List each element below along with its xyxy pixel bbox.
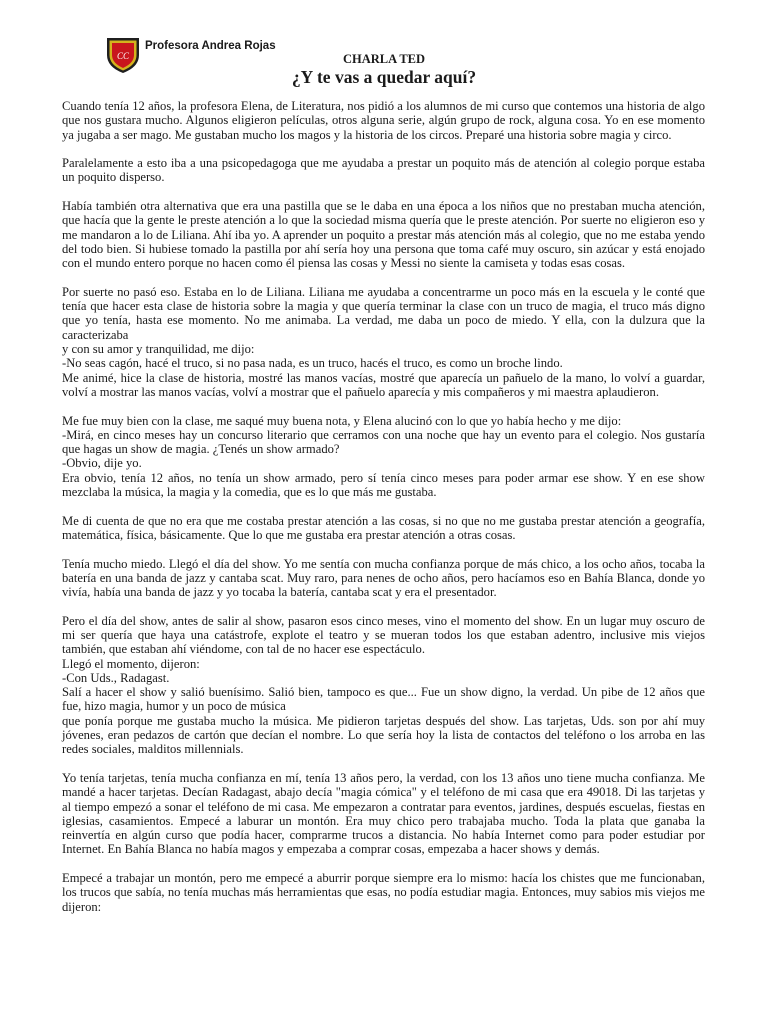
- logo-initials: CC: [116, 51, 130, 61]
- paragraph-line: Empecé a trabajar un montón, pero me empecé a aburrir porque siempre era lo mismo: hacía los chistes que me funcionaban, los trucos que sabía, no tenía muchas más herramientas que esas, no podía estudiar magia. Entonces, muy sabios mis viejos me dijeron:: [62, 871, 705, 914]
- document-title: ¿Y te vas a quedar aquí?: [291, 67, 477, 87]
- body-paragraph: [62, 557, 705, 600]
- body-paragraph: [62, 414, 705, 500]
- paragraph-line: que ponía porque me gustaba mucho la música. Me pidieron tarjetas después del show. Las tarjetas, Uds. son por ahí muy jóvenes, eran pedazos de cartón que decían el nombre. Lo que sería hoy la lista de contactos del teléfono o los arroba en las redes sociales, malditos millennials.: [62, 713, 705, 757]
- paragraph-line: Yo tenía tarjetas, tenía mucha confianza en mí, tenía 13 años pero, la verdad, con los 13 años uno tiene mucha confianza. Me mandé a hacer tarjetas. Decían Radagast, abajo decía "magia cómica" y el teléfono de mi casa que era 49018. Di las tarjetas y al tiempo empezó a sonar el teléfono de mi casa. Me empezaron a contratar para eventos, jardines, después escuelas, fiestas en iglesias, casamientos. Empecé a laburar un montón. Era muy chico pero trabajaba mucho. Toda la plata que ganaba la reinvertía en algún curso que podía hacer, comprarme trucos a distancia. No había Internet como para poder estudiar por Internet. En Bahía Blanca no había magos y empezaba a comprar cosas, empezaba a hacer shows y demás.: [62, 770, 705, 857]
- body-paragraph: [62, 285, 705, 399]
- paragraph-line: Me animé, hice la clase de historia, mostré las manos vacías, mostré que aparecía un pañuelo de la mano, lo volví a guardar, volví a mostrar las manos vacías, volví a mostrar que el pañuelo aparecía y mis compañeros y mi maestra aplaudieron.: [62, 370, 705, 399]
- paragraph-line: Salí a hacer el show y salió buenísimo. Salió bien, tampoco es que... Fue un show digno, la verdad. Un pibe de 12 años que fue, hizo magia, humor y un poco de música: [62, 685, 705, 714]
- body-paragraph: [62, 99, 705, 142]
- body-paragraph: [62, 771, 705, 857]
- paragraph-line: Pero el día del show, antes de salir al show, pasaron esos cinco meses, vino el momento del show. En un lugar muy oscuro de mi ser quería que haya una catástrofe, explote el teatro y se mueran todos los que estaban adentro, inclusive mis viejos también, que estaban ahí viéndome, con tal de no hacer ese espectáculo.: [62, 613, 705, 657]
- paragraph-line: Por suerte no pasó eso. Estaba en lo de Liliana. Liliana me ayudaba a concentrarme un poco más en la escuela y le conté que tenía que hacer esta clase de historia sobre la magia y que quería terminar la clase con un truco de magia, el truco más digno que yo tenía, hasta ese momento. No me animaba. La verdad, me daba un poco de miedo. Y ella, con la dulzura que la caracterizaba: [62, 284, 705, 342]
- body-paragraph: [62, 514, 705, 543]
- paragraph-line: Cuando tenía 12 años, la profesora Elena, de Literatura, nos pidió a los alumnos de mi curso que contemos una historia de algo que nos gustara mucho. Algunos eligieron películas, otros alguna serie, algún grupo de rock, alguna cosa. Yo en ese momento ya jugaba a ser mago. Me gustaban mucho los magos y la historia de los circos. Preparé una historia sobre magia y circo.: [62, 99, 705, 142]
- paragraph-line: y con su amor y tranquilidad, me dijo:: [62, 342, 255, 357]
- document-kicker: CHARLA TED: [342, 52, 426, 66]
- paragraph-line: -Mirá, en cinco meses hay un concurso literario que cerramos con una noche que hay un evento para el colegio. Nos gustaría que hagas un show de magia. ¿Tenés un show armado?: [62, 427, 705, 457]
- paragraph-line: Llegó el momento, dijeron:: [62, 656, 200, 671]
- paragraph-line: Me fue muy bien con la clase, me saqué muy buena nota, y Elena alucinó con lo que yo había hecho y me dijo:: [62, 413, 622, 428]
- paragraph-line: Paralelamente a esto iba a una psicopedagoga que me ayudaba a prestar un poquito más de atención al colegio porque estaba un poquito disperso.: [62, 156, 705, 185]
- paragraph-line: -Con Uds., Radagast.: [62, 670, 170, 685]
- paragraph-line: Tenía mucho miedo. Llegó el día del show. Yo me sentía con mucha confianza porque de más chico, a los ocho años, tocaba la batería en una banda de jazz y cantaba scat. Muy raro, para nenes de ocho años, pero hacíamos eso en Bahía Blanca, donde yo vivía, había una banda de jazz y yo tocaba la batería, cantaba scat y era el presentador.: [62, 556, 705, 600]
- body-paragraph: [62, 156, 705, 185]
- body-paragraph: [62, 871, 705, 914]
- paragraph-line: -No seas cagón, hacé el truco, si no pasa nada, es un truco, hacés el truco, es como un broche lindo.: [62, 356, 563, 371]
- author-name: Profesora Andrea Rojas: [145, 40, 276, 52]
- document-body: [62, 99, 705, 928]
- paragraph-line: Me di cuenta de que no era que me costaba prestar atención a las cosas, si no que no me gustaba prestar atención a geografía, matemática, física, básicamente. Que lo que me gustaba era prestar atención a otras cosas.: [62, 513, 705, 542]
- body-paragraph: [62, 199, 705, 270]
- paragraph-line: Había también otra alternativa que era una pastilla que se le daba en una época a los niños que no prestaban mucha atención, que hacía que la gente le preste atención a lo que la sociedad misma quería que le preste atención. Por suerte no eligieron eso y me mandaron a lo de Liliana. Ahí iba yo. A aprender un poquito a prestar más atención más al colegio, que no me estaba yendo del todo bien. Si hubiese tomado la pastilla por ahí sería hoy una persona que toma café muy oscuro, sin azúcar y está enojado con el mundo entero porque no hacen como él piensa las cosas y Messi no siente la camiseta y todas esas cosas.: [62, 199, 705, 271]
- paragraph-line: -Obvio, dije yo.: [62, 456, 142, 471]
- paragraph-line: Era obvio, tenía 12 años, no tenía un show armado, pero sí tenía cinco meses para poder armar ese show. Y en ese show mezclaba la música, la magia y la comedia, que es lo que más me gustaba.: [62, 470, 705, 500]
- body-paragraph: [62, 614, 705, 757]
